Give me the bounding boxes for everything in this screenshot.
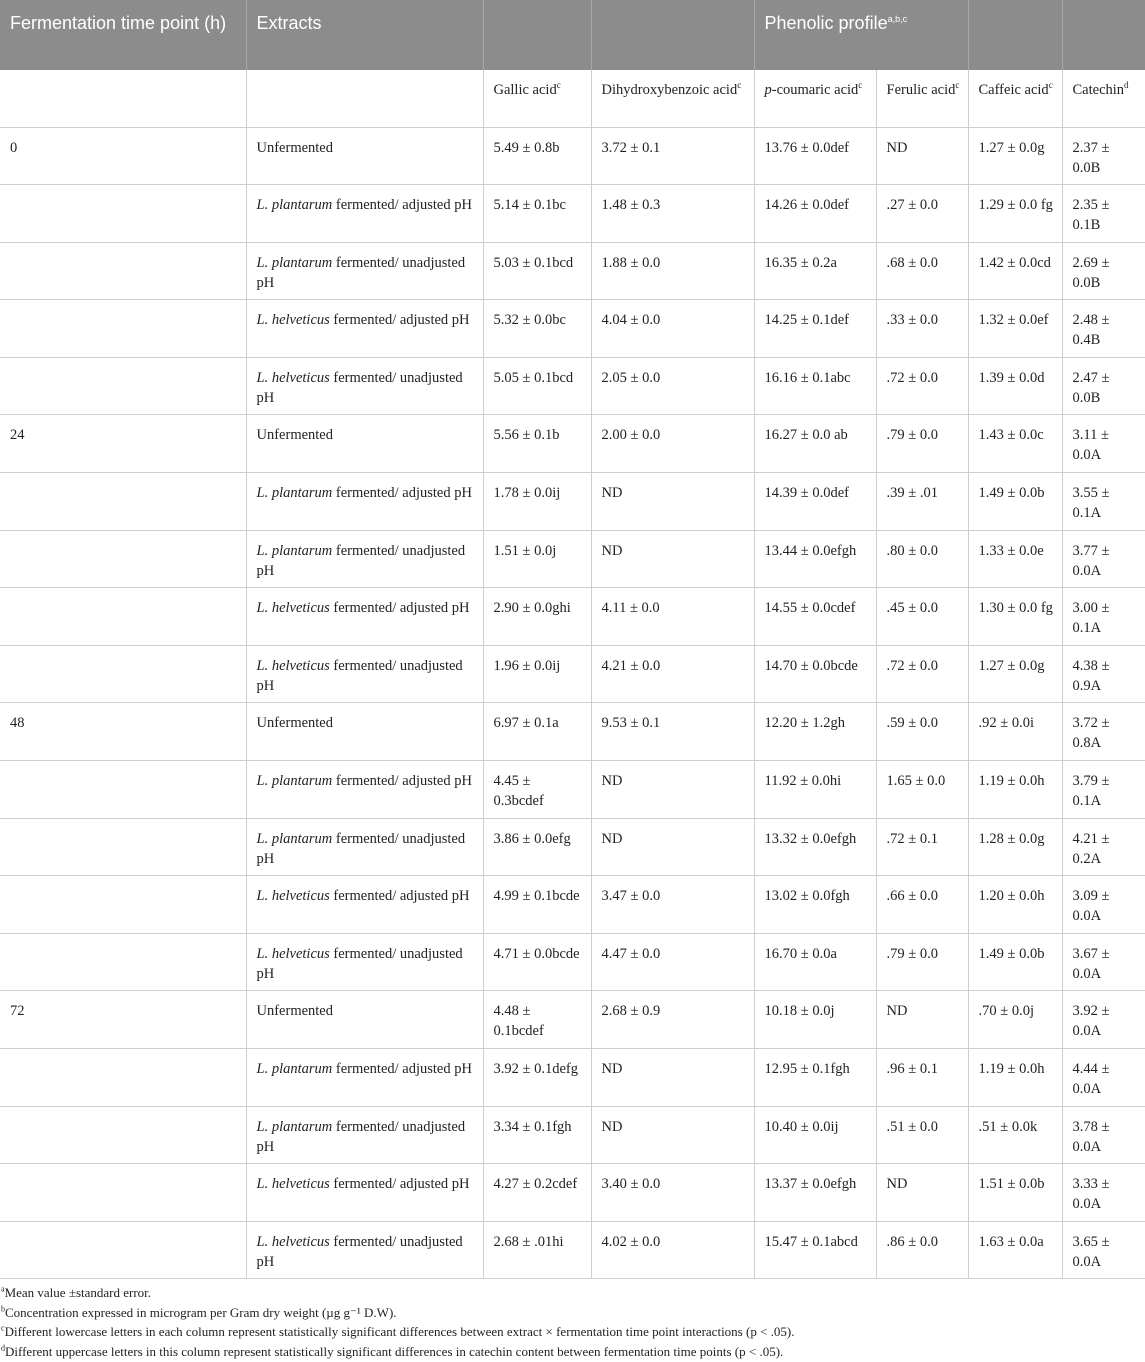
- subheader-blank: [246, 70, 483, 127]
- cell-ferulic: .33 ± 0.0: [876, 300, 968, 358]
- header-row-primary: [0, 0, 1145, 70]
- cell-extract: [246, 991, 483, 1049]
- cell-extract: [246, 645, 483, 703]
- cell-caffeic: 1.39 ± 0.0d: [968, 357, 1062, 415]
- cell-catechin: 2.47 ± 0.0B: [1062, 357, 1145, 415]
- table-row: [0, 876, 1145, 934]
- table-row: [0, 530, 1145, 588]
- column-header-catechin: [1062, 70, 1145, 127]
- cell-ferulic: .51 ± 0.0: [876, 1106, 968, 1164]
- cell-p-coumaric: 10.40 ± 0.0ij: [754, 1106, 876, 1164]
- cell-ferulic: .80 ± 0.0: [876, 530, 968, 588]
- cell-p-coumaric: 16.16 ± 0.1abc: [754, 357, 876, 415]
- cell-extract: [246, 761, 483, 819]
- header-blank: [1062, 0, 1145, 70]
- cell-dihydroxybenzoic: 4.02 ± 0.0: [591, 1221, 754, 1279]
- extract-species: L. helveticus: [256, 312, 330, 329]
- column-header-italic: p: [764, 82, 772, 98]
- extract-species: L. plantarum: [256, 485, 333, 502]
- cell-caffeic: 1.30 ± 0.0 fg: [968, 588, 1062, 646]
- table-row: [0, 588, 1145, 646]
- table-row: [0, 185, 1145, 243]
- cell-caffeic: 1.19 ± 0.0h: [968, 1049, 1062, 1107]
- header-blank: [591, 0, 754, 70]
- footnote: [0, 1322, 1145, 1342]
- cell-caffeic: 1.19 ± 0.0h: [968, 761, 1062, 819]
- cell-p-coumaric: 15.47 ± 0.1abcd: [754, 1221, 876, 1279]
- header-extracts: Extracts: [246, 0, 483, 70]
- cell-ferulic: .66 ± 0.0: [876, 876, 968, 934]
- cell-gallic: 5.05 ± 0.1bcd: [483, 357, 591, 415]
- cell-caffeic: 1.43 ± 0.0c: [968, 415, 1062, 473]
- column-header-dihydroxybenzoic: [591, 70, 754, 127]
- cell-gallic: 2.68 ± .01hi: [483, 1221, 591, 1279]
- cell-catechin: 3.09 ± 0.0A: [1062, 876, 1145, 934]
- cell-extract: [246, 588, 483, 646]
- cell-time-point: [0, 185, 246, 243]
- cell-catechin: 2.35 ± 0.1B: [1062, 185, 1145, 243]
- table-row: [0, 645, 1145, 703]
- column-header-label: Ferulic acid: [886, 82, 956, 98]
- table-row: [0, 818, 1145, 876]
- subheader-blank: [0, 70, 246, 127]
- cell-gallic: 5.14 ± 0.1bc: [483, 185, 591, 243]
- cell-extract: [246, 1221, 483, 1279]
- extract-species: L. helveticus: [256, 1176, 330, 1193]
- cell-ferulic: ND: [876, 1164, 968, 1222]
- cell-time-point: [0, 1049, 246, 1107]
- cell-p-coumaric: 14.70 ± 0.0bcde: [754, 645, 876, 703]
- footnote-text: Different lowercase letters in each column represent statistically significant differences between extract × fermentation time point interactions (p < .05).: [4, 1324, 795, 1339]
- cell-caffeic: .51 ± 0.0k: [968, 1106, 1062, 1164]
- extract-treatment: fermented/ adjusted pH: [332, 197, 472, 214]
- column-header-gallic: [483, 70, 591, 127]
- cell-gallic: 2.90 ± 0.0ghi: [483, 588, 591, 646]
- footnote-mark: b: [1, 1304, 5, 1314]
- extract-species: L. helveticus: [256, 888, 330, 905]
- cell-time-point: [0, 1221, 246, 1279]
- table-footnotes: [0, 1283, 1145, 1361]
- column-header-sup: c: [556, 80, 561, 91]
- cell-time-point: 72: [0, 991, 246, 1049]
- cell-p-coumaric: 13.32 ± 0.0efgh: [754, 818, 876, 876]
- cell-dihydroxybenzoic: 4.04 ± 0.0: [591, 300, 754, 358]
- cell-p-coumaric: 14.26 ± 0.0def: [754, 185, 876, 243]
- cell-extract: [246, 473, 483, 531]
- extract-treatment: fermented/ unadjusted pH: [256, 369, 463, 406]
- cell-catechin: 2.37 ± 0.0B: [1062, 127, 1145, 185]
- cell-caffeic: 1.49 ± 0.0b: [968, 473, 1062, 531]
- cell-gallic: 4.71 ± 0.0bcde: [483, 933, 591, 991]
- column-header-p-coumaric: [754, 70, 876, 127]
- column-header-label: -coumaric acid: [771, 82, 859, 98]
- cell-gallic: 1.78 ± 0.0ij: [483, 473, 591, 531]
- cell-dihydroxybenzoic: 3.72 ± 0.1: [591, 127, 754, 185]
- cell-extract: [246, 530, 483, 588]
- extract-species: L. helveticus: [256, 657, 330, 674]
- cell-extract: [246, 818, 483, 876]
- extract-treatment: Unfermented: [256, 1003, 333, 1020]
- cell-ferulic: ND: [876, 127, 968, 185]
- column-header-ferulic: [876, 70, 968, 127]
- table-row: [0, 933, 1145, 991]
- table-row: [0, 1049, 1145, 1107]
- header-fermentation-time: Fermentation time point (h): [0, 0, 246, 70]
- column-header-label: Gallic acid: [493, 82, 557, 98]
- cell-dihydroxybenzoic: 2.00 ± 0.0: [591, 415, 754, 473]
- cell-p-coumaric: 14.25 ± 0.1def: [754, 300, 876, 358]
- cell-time-point: [0, 1164, 246, 1222]
- extract-treatment: fermented/ unadjusted pH: [256, 945, 463, 982]
- extract-treatment: fermented/ unadjusted pH: [256, 254, 466, 291]
- cell-caffeic: 1.42 ± 0.0cd: [968, 242, 1062, 300]
- cell-ferulic: .72 ± 0.1: [876, 818, 968, 876]
- cell-catechin: 3.33 ± 0.0A: [1062, 1164, 1145, 1222]
- table-row: [0, 703, 1145, 761]
- cell-catechin: 4.21 ± 0.2A: [1062, 818, 1145, 876]
- cell-time-point: [0, 818, 246, 876]
- column-header-sup: d: [1124, 80, 1129, 91]
- table-row: [0, 1164, 1145, 1222]
- table-row: [0, 761, 1145, 819]
- cell-gallic: 1.51 ± 0.0j: [483, 530, 591, 588]
- column-header-label: Dihydroxybenzoic acid: [601, 82, 738, 98]
- cell-ferulic: .79 ± 0.0: [876, 933, 968, 991]
- cell-gallic: 6.97 ± 0.1a: [483, 703, 591, 761]
- cell-dihydroxybenzoic: 4.47 ± 0.0: [591, 933, 754, 991]
- cell-caffeic: 1.29 ± 0.0 fg: [968, 185, 1062, 243]
- extract-treatment: fermented/ unadjusted pH: [256, 1233, 463, 1270]
- cell-ferulic: .27 ± 0.0: [876, 185, 968, 243]
- extract-species: L. helveticus: [256, 945, 330, 962]
- extract-treatment: fermented/ adjusted pH: [329, 1176, 470, 1193]
- column-header-sup: c: [955, 80, 960, 91]
- extract-treatment: fermented/ adjusted pH: [332, 773, 472, 790]
- cell-dihydroxybenzoic: 4.11 ± 0.0: [591, 588, 754, 646]
- cell-time-point: [0, 300, 246, 358]
- cell-caffeic: 1.27 ± 0.0g: [968, 645, 1062, 703]
- cell-catechin: 3.77 ± 0.0A: [1062, 530, 1145, 588]
- cell-gallic: 5.49 ± 0.8b: [483, 127, 591, 185]
- footnote: [0, 1283, 1145, 1303]
- extract-species: L. plantarum: [256, 1061, 333, 1077]
- cell-dihydroxybenzoic: ND: [591, 818, 754, 876]
- cell-gallic: 4.27 ± 0.2cdef: [483, 1164, 591, 1222]
- footnote-mark: c: [1, 1323, 5, 1333]
- footnote-text: Different uppercase letters in this column represent statistically significant differences in catechin content between fermentation time points (p < .05).: [5, 1343, 784, 1359]
- cell-extract: [246, 127, 483, 185]
- table-row: [0, 300, 1145, 358]
- cell-time-point: 0: [0, 127, 246, 185]
- cell-time-point: [0, 357, 246, 415]
- footnote: [0, 1342, 1145, 1362]
- extract-treatment: fermented/ adjusted pH: [329, 888, 470, 905]
- cell-caffeic: 1.51 ± 0.0b: [968, 1164, 1062, 1222]
- cell-caffeic: 1.28 ± 0.0g: [968, 818, 1062, 876]
- cell-time-point: 24: [0, 415, 246, 473]
- table-row: [0, 357, 1145, 415]
- header-blank: [483, 0, 591, 70]
- extract-treatment: fermented/ unadjusted pH: [256, 542, 466, 579]
- cell-dihydroxybenzoic: 3.40 ± 0.0: [591, 1164, 754, 1222]
- column-header-label: Catechin: [1072, 82, 1125, 98]
- cell-time-point: [0, 876, 246, 934]
- extract-species: L. plantarum: [256, 773, 333, 790]
- extract-treatment: Unfermented: [256, 427, 333, 444]
- cell-p-coumaric: 16.70 ± 0.0a: [754, 933, 876, 991]
- cell-gallic: 4.45 ± 0.3bcdef: [483, 761, 591, 819]
- cell-dihydroxybenzoic: 3.47 ± 0.0: [591, 876, 754, 934]
- cell-time-point: [0, 1106, 246, 1164]
- cell-time-point: [0, 242, 246, 300]
- cell-dihydroxybenzoic: 1.88 ± 0.0: [591, 242, 754, 300]
- extract-species: L. plantarum: [256, 1118, 333, 1135]
- table-row: [0, 127, 1145, 185]
- extract-treatment: fermented/ adjusted pH: [332, 485, 472, 502]
- cell-ferulic: .45 ± 0.0: [876, 588, 968, 646]
- cell-gallic: 4.99 ± 0.1bcde: [483, 876, 591, 934]
- cell-caffeic: 1.32 ± 0.0ef: [968, 300, 1062, 358]
- cell-extract: [246, 415, 483, 473]
- cell-p-coumaric: 10.18 ± 0.0j: [754, 991, 876, 1049]
- table-row: [0, 991, 1145, 1049]
- table-body: [0, 127, 1145, 1279]
- cell-extract: [246, 357, 483, 415]
- cell-ferulic: .39 ± .01: [876, 473, 968, 531]
- cell-caffeic: .92 ± 0.0i: [968, 703, 1062, 761]
- cell-catechin: 4.38 ± 0.9A: [1062, 645, 1145, 703]
- footnote-mark: d: [1, 1343, 5, 1353]
- column-header-caffeic: [968, 70, 1062, 127]
- cell-caffeic: 1.49 ± 0.0b: [968, 933, 1062, 991]
- cell-extract: [246, 933, 483, 991]
- cell-extract: [246, 1049, 483, 1107]
- cell-dihydroxybenzoic: ND: [591, 1049, 754, 1107]
- cell-catechin: 4.44 ± 0.0A: [1062, 1049, 1145, 1107]
- extract-treatment: fermented/ adjusted pH: [329, 600, 470, 617]
- cell-ferulic: 1.65 ± 0.0: [876, 761, 968, 819]
- cell-gallic: 4.48 ± 0.1bcdef: [483, 991, 591, 1049]
- extract-treatment: Unfermented: [256, 715, 333, 732]
- cell-dihydroxybenzoic: ND: [591, 1106, 754, 1164]
- cell-caffeic: .70 ± 0.0j: [968, 991, 1062, 1049]
- extract-species: L. plantarum: [256, 197, 333, 214]
- cell-time-point: [0, 761, 246, 819]
- cell-time-point: [0, 588, 246, 646]
- extract-treatment: fermented/ unadjusted pH: [256, 830, 466, 867]
- cell-p-coumaric: 11.92 ± 0.0hi: [754, 761, 876, 819]
- cell-time-point: 48: [0, 703, 246, 761]
- cell-p-coumaric: 13.02 ± 0.0fgh: [754, 876, 876, 934]
- cell-gallic: 3.34 ± 0.1fgh: [483, 1106, 591, 1164]
- header-blank: [968, 0, 1062, 70]
- cell-extract: [246, 876, 483, 934]
- extract-species: L. plantarum: [256, 254, 333, 271]
- footnote-mark: a: [1, 1284, 5, 1294]
- cell-p-coumaric: 16.27 ± 0.0 ab: [754, 415, 876, 473]
- cell-catechin: 3.78 ± 0.0A: [1062, 1106, 1145, 1164]
- cell-time-point: [0, 645, 246, 703]
- cell-dihydroxybenzoic: 1.48 ± 0.3: [591, 185, 754, 243]
- extract-species: L. helveticus: [256, 600, 330, 617]
- cell-gallic: 5.56 ± 0.1b: [483, 415, 591, 473]
- extract-species: L. helveticus: [256, 1233, 330, 1250]
- table-row: [0, 1106, 1145, 1164]
- cell-dihydroxybenzoic: ND: [591, 761, 754, 819]
- cell-extract: [246, 242, 483, 300]
- cell-catechin: 3.79 ± 0.1A: [1062, 761, 1145, 819]
- cell-time-point: [0, 473, 246, 531]
- cell-ferulic: .79 ± 0.0: [876, 415, 968, 473]
- cell-extract: [246, 300, 483, 358]
- footnote-text: Concentration expressed in microgram per Gram dry weight (µg g⁻¹ D.W).: [5, 1304, 397, 1320]
- cell-ferulic: .72 ± 0.0: [876, 645, 968, 703]
- extract-treatment: fermented/ adjusted pH: [332, 1061, 472, 1077]
- phenolic-profile-sup: a,b,c: [887, 14, 908, 24]
- column-header-sup: c: [1048, 80, 1053, 91]
- cell-catechin: 3.65 ± 0.0A: [1062, 1221, 1145, 1279]
- header-row-compounds: [0, 70, 1145, 127]
- cell-caffeic: 1.63 ± 0.0a: [968, 1221, 1062, 1279]
- cell-caffeic: 1.33 ± 0.0e: [968, 530, 1062, 588]
- cell-p-coumaric: 14.55 ± 0.0cdef: [754, 588, 876, 646]
- table-row: [0, 415, 1145, 473]
- extract-treatment: Unfermented: [256, 139, 333, 156]
- cell-gallic: 3.92 ± 0.1defg: [483, 1049, 591, 1107]
- cell-dihydroxybenzoic: 2.68 ± 0.9: [591, 991, 754, 1049]
- cell-gallic: 3.86 ± 0.0efg: [483, 818, 591, 876]
- cell-catechin: 3.11 ± 0.0A: [1062, 415, 1145, 473]
- cell-extract: [246, 1106, 483, 1164]
- column-header-sup: c: [737, 80, 742, 91]
- phenolic-profile-label: Phenolic profile: [764, 13, 888, 33]
- table-row: [0, 242, 1145, 300]
- extract-treatment: fermented/ unadjusted pH: [256, 657, 463, 694]
- cell-caffeic: 1.27 ± 0.0g: [968, 127, 1062, 185]
- cell-dihydroxybenzoic: ND: [591, 530, 754, 588]
- cell-time-point: [0, 933, 246, 991]
- extract-species: L. plantarum: [256, 542, 333, 559]
- cell-ferulic: .59 ± 0.0: [876, 703, 968, 761]
- cell-extract: [246, 703, 483, 761]
- cell-catechin: 2.48 ± 0.4B: [1062, 300, 1145, 358]
- cell-p-coumaric: 16.35 ± 0.2a: [754, 242, 876, 300]
- cell-dihydroxybenzoic: 2.05 ± 0.0: [591, 357, 754, 415]
- table-row: [0, 1221, 1145, 1279]
- cell-p-coumaric: 13.37 ± 0.0efgh: [754, 1164, 876, 1222]
- cell-ferulic: .68 ± 0.0: [876, 242, 968, 300]
- cell-gallic: 5.03 ± 0.1bcd: [483, 242, 591, 300]
- cell-dihydroxybenzoic: 9.53 ± 0.1: [591, 703, 754, 761]
- cell-caffeic: 1.20 ± 0.0h: [968, 876, 1062, 934]
- cell-catechin: 3.00 ± 0.1A: [1062, 588, 1145, 646]
- column-header-sup: c: [858, 80, 863, 91]
- cell-ferulic: .86 ± 0.0: [876, 1221, 968, 1279]
- cell-catechin: 2.69 ± 0.0B: [1062, 242, 1145, 300]
- cell-catechin: 3.67 ± 0.0A: [1062, 933, 1145, 991]
- extract-treatment: fermented/ adjusted pH: [329, 312, 470, 329]
- cell-ferulic: ND: [876, 991, 968, 1049]
- cell-gallic: 5.32 ± 0.0bc: [483, 300, 591, 358]
- cell-extract: [246, 185, 483, 243]
- cell-catechin: 3.72 ± 0.8A: [1062, 703, 1145, 761]
- footnote-text: Mean value ±standard error.: [4, 1285, 152, 1300]
- cell-p-coumaric: 13.76 ± 0.0def: [754, 127, 876, 185]
- cell-p-coumaric: 13.44 ± 0.0efgh: [754, 530, 876, 588]
- footnote: [0, 1303, 1145, 1323]
- extract-species: L. plantarum: [256, 830, 333, 847]
- cell-catechin: 3.55 ± 0.1A: [1062, 473, 1145, 531]
- cell-p-coumaric: 14.39 ± 0.0def: [754, 473, 876, 531]
- cell-dihydroxybenzoic: ND: [591, 473, 754, 531]
- cell-gallic: 1.96 ± 0.0ij: [483, 645, 591, 703]
- header-phenolic-profile: [754, 0, 968, 70]
- extract-treatment: fermented/ unadjusted pH: [256, 1118, 466, 1155]
- extract-species: L. helveticus: [256, 369, 330, 386]
- table-row: [0, 473, 1145, 531]
- cell-extract: [246, 1164, 483, 1222]
- cell-dihydroxybenzoic: 4.21 ± 0.0: [591, 645, 754, 703]
- cell-p-coumaric: 12.20 ± 1.2gh: [754, 703, 876, 761]
- cell-catechin: 3.92 ± 0.0A: [1062, 991, 1145, 1049]
- cell-time-point: [0, 530, 246, 588]
- column-header-label: Caffeic acid: [978, 82, 1049, 98]
- cell-ferulic: .72 ± 0.0: [876, 357, 968, 415]
- cell-ferulic: .96 ± 0.1: [876, 1049, 968, 1107]
- cell-p-coumaric: 12.95 ± 0.1fgh: [754, 1049, 876, 1107]
